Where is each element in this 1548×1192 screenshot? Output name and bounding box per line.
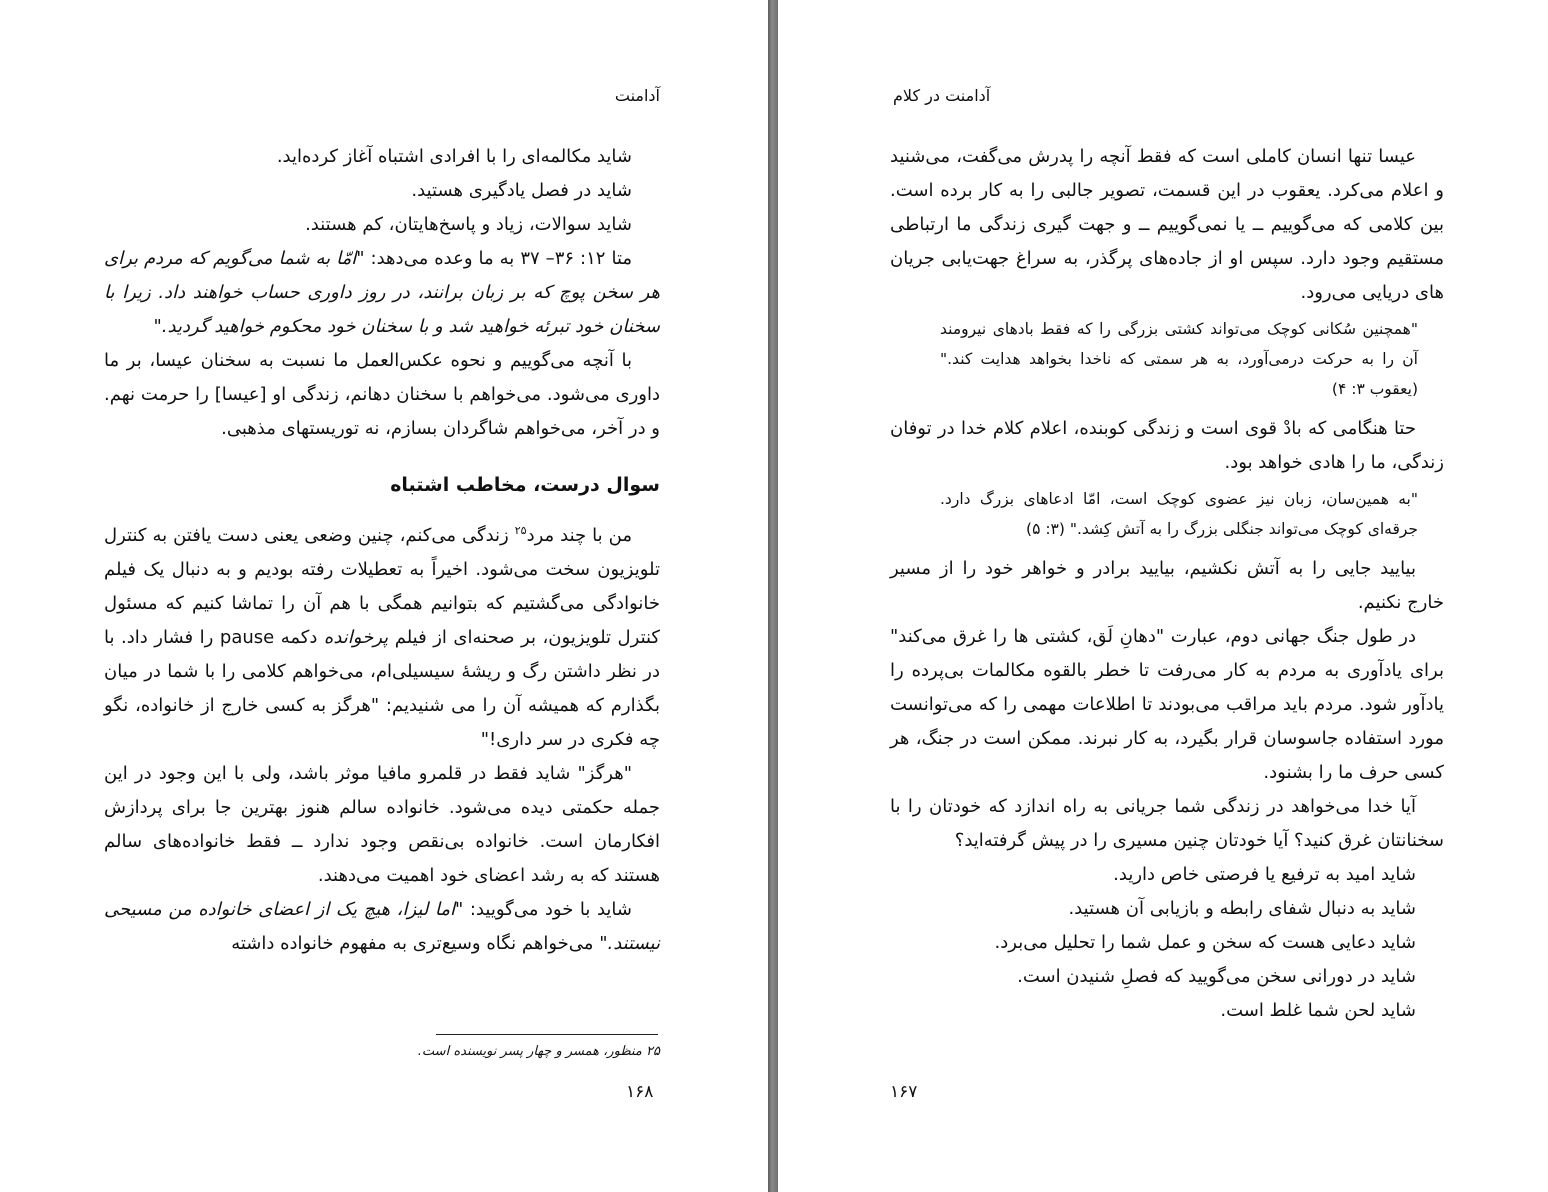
paragraph: عیسا تنها انسان کاملی است که فقط آنچه را پدرش می‌گفت، می‌شنید و اعلام می‌کرد. یعقوب در این قسمت، تصویر جالبی را به کار برده است. بین کلامی که می‌گوییم ــ یا نمی‌گوییم ــ و جهت گیری زندگی ما ارتباطی مستقیم وجود دارد. سپس او از جاده‌های پرگذر، به سراغ جهت‌یابی جریان های دریایی می‌رود. [890,146,1444,303]
text-run: من با چند مرد [526,525,632,546]
text-run: را فشار داد. با در نظر داشتن رگ و ریشهٔ سیسیلی‌ام، می‌خواهم کلامی را با شما در میان بگذارم که همیشه آن را می شنیدیم: "هرگز به کسی خارج از خانواده، نگو چه فکری در سر داری!" [104,627,660,750]
paragraph: با آنچه می‌گوییم و نحوه عکس‌العمل ما نسبت به سخنان عیسا، بر ما داوری می‌شود. می‌خواهم با سخنان دهانم، زندگی او [عیسا] را حرمت نهم. و در آخر، می‌خواهم شاگردان بسازم، نه توریستهای مذهبی. [104,350,660,439]
paragraph [104,514,660,757]
paragraph: بیایید جایی را به آتش نکشیم، بیایید برادر و خواهر خود را از مسیر خارج نکنیم. [890,558,1444,613]
text-run: زندگی می‌کنم، چنین وضعی یعنی دست یافتن به کنترل تلویزیون سخت می‌شود. اخیراً به تعطیلات رفته بودیم و به دنبال یک فیلم خانوادگی می‌گشتیم که بتوانیم همگی با هم آن را تماشا کنیم که مسئول کنترل تلویزیون، بر صحنه‌ای از فیلم [104,525,661,648]
right-page [778,0,1548,1192]
text-run: "اما لیزا، هیچ یک از اعضای خانواده من مسیحی نیستند." [104,899,660,954]
paragraph: حتا هنگامی که بادْ قوی است و زندگی کوبنده، اعلام کلام خدا در توفان زندگی، ما را هادی خواهد بود. [890,418,1444,473]
left-text-block [104,140,660,961]
text-run: pause [219,627,275,648]
paragraph: در طول جنگ جهانی دوم، عبارت "دهانِ لَق، کشتی ها را غرق می‌کند" برای یادآوری به مردم به کار می‌رفت تا خطر بالقوه مکالمات بی‌پرده را یادآور شود. مردم باید مراقب می‌بودند تا اطلاعات مهمی را که می‌توانست مورد استفاده جاسوسان قرار بگیرد، به کار نبرند. ممکن است در جنگ، هر کسی حرف ما را بشنود. [890,626,1444,783]
section-heading: سوال درست، مخاطب اشتباه [390,474,660,496]
text-run: می‌خواهم نگاه وسیع‌تری به مفهوم خانواده داشته [231,933,600,954]
verse-quote: "امّا به شما می‌گویم که مردم برای هر سخن پوچ که بر زبان برانند، در روز داوری حساب خواهند داد. زیرا با سخنان خود تبرئه خواهید شد و با سخنان خود محکوم خواهید گردید." [104,248,660,337]
paragraph: آیا خدا می‌خواهد در زندگی شما جریانی به راه اندازد که خودتان را با سخنانتان غرق کنید؟ آیا خودتان چنین مسیری را در پیش گرفته‌اید؟ [890,796,1444,851]
paragraph: شاید امید به ترفیع یا فرصتی خاص دارید. [1113,864,1416,885]
paragraph: "هرگز" شاید فقط در قلمرو مافیا موثر باشد، ولی با این وجود در این جمله حکمتی دیده می‌شود. خانواده سالم هنوز بهترین جا برای پردازش افکارمان است. خانواده بی‌نقص وجود ندارد ــ فقط خانواده‌های سالم هستند که به رشد اعضای خود اهمیت می‌دهند. [104,763,660,886]
verse-reference: متا ۱۲: ۳۶– ۳۷ به ما وعده می‌دهد: [364,248,633,269]
left-page [0,0,768,1192]
page-number: ۱۶۸ [626,1082,654,1102]
paragraph: شاید لحن شما غلط است. [1220,1000,1416,1021]
paragraph: شاید مکالمه‌ای را با افرادی اشتباه آغاز کرده‌اید. [276,146,632,167]
footnote-marker: ۲۵ [514,524,527,537]
running-head: آدامنت [614,86,660,105]
paragraph [104,242,660,344]
paragraph: شاید در فصل یادگیری هستید. [411,180,632,201]
paragraph: شاید دعایی هست که سخن و عمل شما را تحلیل می‌برد. [994,932,1416,953]
text-run: دکمه [274,627,324,648]
paragraph: شاید سوالات، زیاد و پاسخ‌هایتان، کم هستند. [305,214,632,235]
right-text-block [890,140,1444,1028]
paragraph: شاید در دورانی سخن می‌گویید که فصلِ شنیدن است. [1017,966,1416,987]
book-spine [768,0,778,1192]
page-number: ۱۶۷ [890,1082,918,1102]
block-quote: "همچنین سُکانی کوچک می‌تواند کشتی بزرگی را که فقط بادهای نیرومند آن را به حرکت درمی‌آورد، به هر سمتی که ناخدا بخواهد هدایت کند." (یعقوب ۳: ۴) [940,320,1418,398]
paragraph: شاید به دنبال شفای رابطه و بازیابی آن هستید. [1068,898,1416,919]
footnote-divider [436,1034,658,1035]
footnote: ۲۵ منظور، همسر و چهار پسر نویسنده است. [417,1044,660,1059]
block-quote: "به همین‌سان، زبان نیز عضوی کوچک است، امّا ادعاهای بزرگ دارد. جرقه‌ای کوچک می‌تواند جنگلی بزرگ را به آتش کِشد." (۳: ۵) [940,490,1418,538]
running-head: آدامنت در کلام [893,86,991,105]
text-run: پرخوانده [323,627,389,648]
paragraph [104,893,660,961]
text-run: شاید با خود می‌گویید: [463,899,632,920]
